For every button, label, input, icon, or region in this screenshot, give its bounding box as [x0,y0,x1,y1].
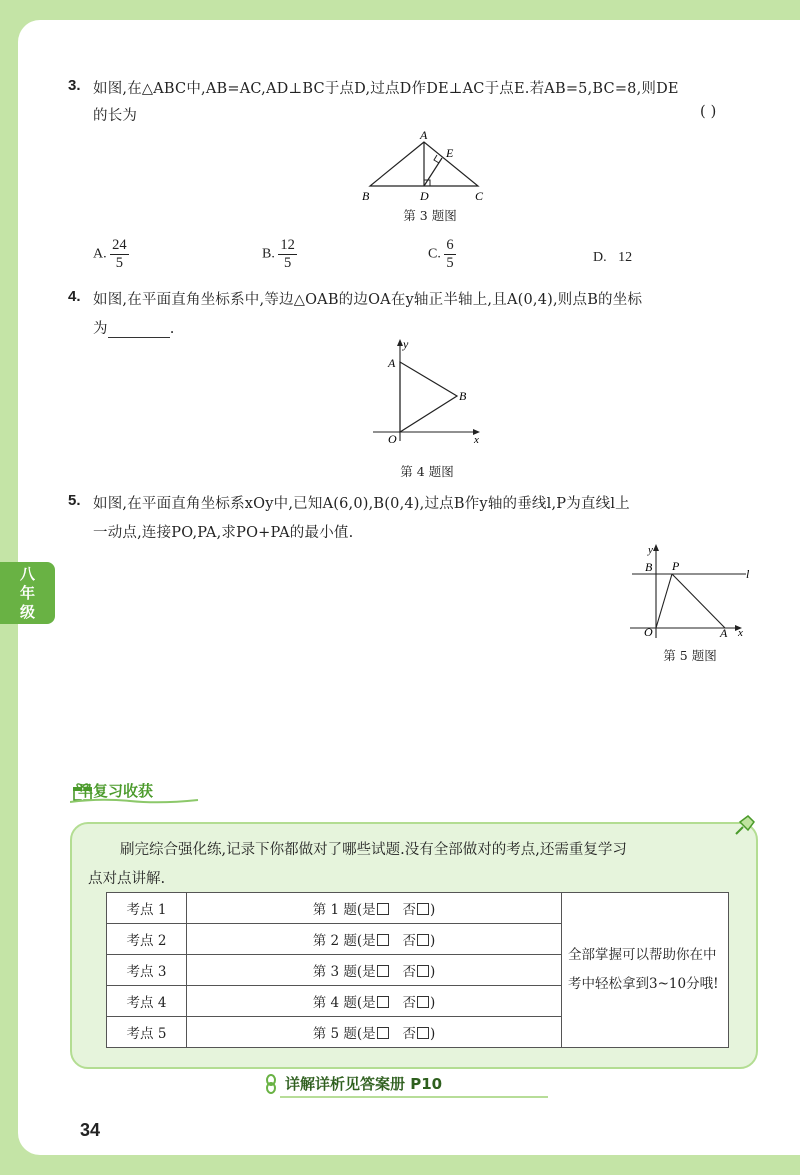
row-5-no-label: 否 [402,1026,417,1042]
q4-label-y: y [403,337,409,351]
table-row [107,893,729,924]
q3-option-b-letter: B. [262,246,275,262]
row-4-label: 第 4 题(是 [312,995,376,1011]
grade-tab-char-2: 年 [19,583,35,602]
q3-label-C: C [475,189,484,203]
q5-label-l: l [746,567,750,581]
q3-figure [360,128,500,204]
q3-option-a-letter: A. [93,246,107,262]
q3-option-a-den: 5 [115,254,123,271]
q3-caption: 第 3 题图 [403,208,457,223]
row-4-question: 第 4 题(是 否 ) [187,986,562,1017]
q4-text-line2-start: 为 [93,321,108,337]
yes-checkbox[interactable] [377,965,389,977]
grade-tab-char-1: 八 [19,564,35,583]
row-5-question: 第 5 题(是 否 ) [187,1017,562,1048]
answer-underline [280,1094,550,1102]
q4-label-O: O [388,432,397,446]
no-checkbox[interactable] [417,965,429,977]
row-4-point: 考点 4 [107,986,187,1017]
q5-caption: 第 5 题图 [663,648,717,663]
review-intro-line2: 点对点讲解. [88,871,166,887]
row-2-no-label: 否 [402,933,417,949]
q4-text-line2-end: . [169,321,175,337]
review-panel [70,822,758,1069]
q4-text-line1: 如图,在平面直角坐标系中,等边△OAB的边OA在y轴正半轴上,且A(0,4),则点B的坐标 [93,292,643,308]
q4-label-A: A [388,356,396,370]
q5-label-B: B [645,560,653,574]
q5-text-line1: 如图,在平面直角坐标系xOy中,已知A(6,0),B(0,4),过点B作y轴的垂线l,P为直线l上 [93,496,630,512]
row-3-no-label: 否 [402,964,417,980]
q3-label-A: A [420,128,428,142]
yes-checkbox[interactable] [377,903,389,915]
q3-option-c-den: 5 [446,254,454,271]
row-3-point: 考点 3 [107,955,187,986]
q4-label-x: x [474,434,479,446]
q5-label-A: A [720,626,728,640]
q3-text-line2: 的长为 [93,108,138,124]
review-title-underline [70,796,200,806]
row-2-label: 第 2 题(是 [312,933,376,949]
yes-checkbox[interactable] [377,934,389,946]
q4-figure [368,335,486,447]
row-5-point: 考点 5 [107,1017,187,1048]
q3-option-b-den: 5 [283,254,292,271]
yes-checkbox[interactable] [377,1027,389,1039]
q3-label-B: B [362,189,370,203]
q3-number: 3. [68,77,81,94]
grade-tab-char-3: 级 [19,602,35,621]
review-intro [88,836,738,894]
row-4-no-label: 否 [402,995,417,1011]
pushpin-icon [730,812,758,840]
row-2-point: 考点 2 [107,924,187,955]
q5-number: 5. [68,492,81,509]
q3-option-d [593,250,632,266]
q4-answer-blank[interactable] [108,323,170,338]
q5-text-line2: 一动点,连接PO,PA,求PO+PA的最小值. [93,525,354,541]
review-intro-line1: 刷完综合强化练,记录下你都做对了哪些试题.没有全部做对的考点,还需重复学习 [120,842,627,858]
q5-label-P: P [672,559,680,573]
q5-label-y: y [648,544,653,556]
row-1-label: 第 1 题(是 [312,902,376,918]
q4-text-line2 [93,317,175,338]
q3-option-c [428,237,456,271]
link-icon [262,1074,280,1094]
review-note: 全部掌握可以帮助你在中考中轻松拿到3~10分哦! [562,893,729,1048]
q3-option-a [93,237,129,271]
grade-side-tab [0,562,55,624]
review-table [106,892,729,1048]
row-3-label: 第 3 题(是 [312,964,376,980]
review-title: 早复习收获 [78,782,154,800]
q3-option-d-value: 12 [618,250,633,265]
q3-answer-paren: ( ) [700,104,717,120]
q3-option-b-num: 12 [280,237,295,253]
q3-label-E: E [446,146,454,160]
q5-label-x: x [738,627,743,639]
row-1-no-label: 否 [402,902,417,918]
q3-option-a-num: 24 [112,237,127,253]
q3-option-b-fraction [278,237,297,271]
q3-option-d-letter: D. [593,250,607,265]
no-checkbox[interactable] [417,996,429,1008]
q3-option-b [262,237,297,271]
q5-label-O: O [644,625,653,639]
q5-figure [628,540,756,640]
row-1-point: 考点 1 [107,893,187,924]
q3-option-a-fraction [110,237,129,271]
q4-caption: 第 4 题图 [400,464,454,479]
q3-label-D: D [420,189,429,203]
no-checkbox[interactable] [417,934,429,946]
row-3-question: 第 3 题(是 否 ) [187,955,562,986]
page-number: 34 [80,1120,101,1140]
row-1-question: 第 1 题(是 否 ) [187,893,562,924]
q3-text-line1: 如图,在△ABC中,AB=AC,AD⊥BC于点D,过点D作DE⊥AC于点E.若AB=5,BC=8,则DE [93,81,679,97]
q3-option-c-fraction [444,237,455,271]
q4-number: 4. [68,288,81,305]
q3-option-c-letter: C. [428,246,441,262]
no-checkbox[interactable] [417,903,429,915]
row-5-label: 第 5 题(是 [312,1026,376,1042]
yes-checkbox[interactable] [377,996,389,1008]
row-2-question: 第 2 题(是 否 ) [187,924,562,955]
no-checkbox[interactable] [417,1027,429,1039]
answer-reference: 详解详析见答案册 P10 [285,1075,443,1093]
q4-label-B: B [459,389,467,403]
q3-option-c-num: 6 [446,237,454,253]
